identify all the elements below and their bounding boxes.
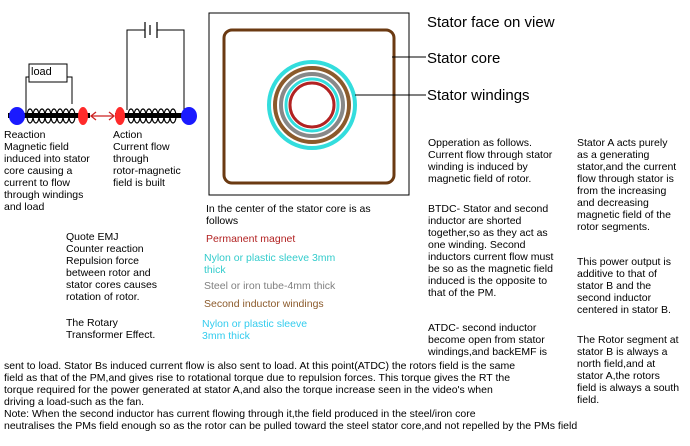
load-label: load (31, 66, 52, 78)
transformer-text: The Rotary Transformer Effect. (66, 317, 156, 341)
battery-wire-right (157, 30, 184, 110)
stator-face-view (209, 13, 409, 195)
legend-nylon-sleeve-inner: Nylon or plastic sleeve 3mm thick (202, 318, 308, 342)
reaction-text: Reaction Magnetic field induced into stator core causing a current to flow through windings and load (4, 129, 90, 213)
rotor-segment-text: The Rotor segment at stator B is always a north field,and at stator A,the rotors field is always a south field. (577, 334, 680, 406)
quote-text: Quote EMJ Counter reaction Repulsion force between rotor and stator cores causes rotation of rotor. (66, 231, 158, 303)
legend-nylon-sleeve-3mm: Nylon or plastic sleeve 3mm thick (204, 252, 336, 276)
center-intro-text: In the center of the stator core is as follows (206, 203, 371, 227)
stator-a-text: Stator A acts purely as a generating stator,and the current flow through stator is from the increasing and decreasing magnetic field of the rotor segments. (577, 137, 677, 233)
atdc-text: ATDC- second inductor become open from stator windings,and backEMF is (428, 322, 548, 358)
btdc-text: BTDC- Stator and second inductor are shorted together,so as they act as one winding. Second inductors current flow must be so as the magnetic field induced is the opposite to that of the PM. (428, 203, 554, 299)
action-red-pole (115, 107, 125, 125)
legend-second-inductor: Second inductor windings (204, 298, 324, 310)
bottom-text: sent to load. Stator Bs induced current flow is also sent to load. At this point(ATDC) the rotors field is the same field as that of the PM,and gives rise to rotational torque due to repulsion forces. This torque gives the RT the torque required for the power generated at stator A,and also the torque increase seen in the video's when driving a load-such as the fan. Note: When the second inductor has current flowing through it,the field produced in the steel/iron core neutralises the PMs field enough so as the rotor can be pulled toward the steel stator core,and not repelled by the PMs field (4, 360, 578, 432)
action-blue-pole (181, 107, 197, 125)
legend-permanent-magnet: Permanent magnet (206, 233, 296, 245)
reaction-red-pole (78, 107, 88, 125)
power-output-text: This power output is additive to that of stator B and the second inductor centered in stator B. (577, 256, 671, 316)
action-coil-assembly (115, 22, 197, 125)
operation-text: Opperation as follows. Current flow through stator winding is induced by magnetic field of rotor. (428, 137, 553, 185)
stator-face-label: Stator face on view (427, 14, 555, 31)
stator-core-label: Stator core (427, 50, 501, 67)
load-wire-right (67, 77, 72, 104)
legend-steel-tube: Steel or iron tube-4mm thick (204, 280, 336, 292)
permanent-magnet-ring (290, 83, 334, 127)
reaction-blue-pole (9, 107, 25, 125)
battery-wire-left (127, 30, 145, 110)
action-text: Action Current flow through rotor-magnetic field is built (113, 129, 181, 189)
stator-windings-label: Stator windings (427, 87, 530, 104)
action-reaction-arrow (91, 112, 114, 120)
